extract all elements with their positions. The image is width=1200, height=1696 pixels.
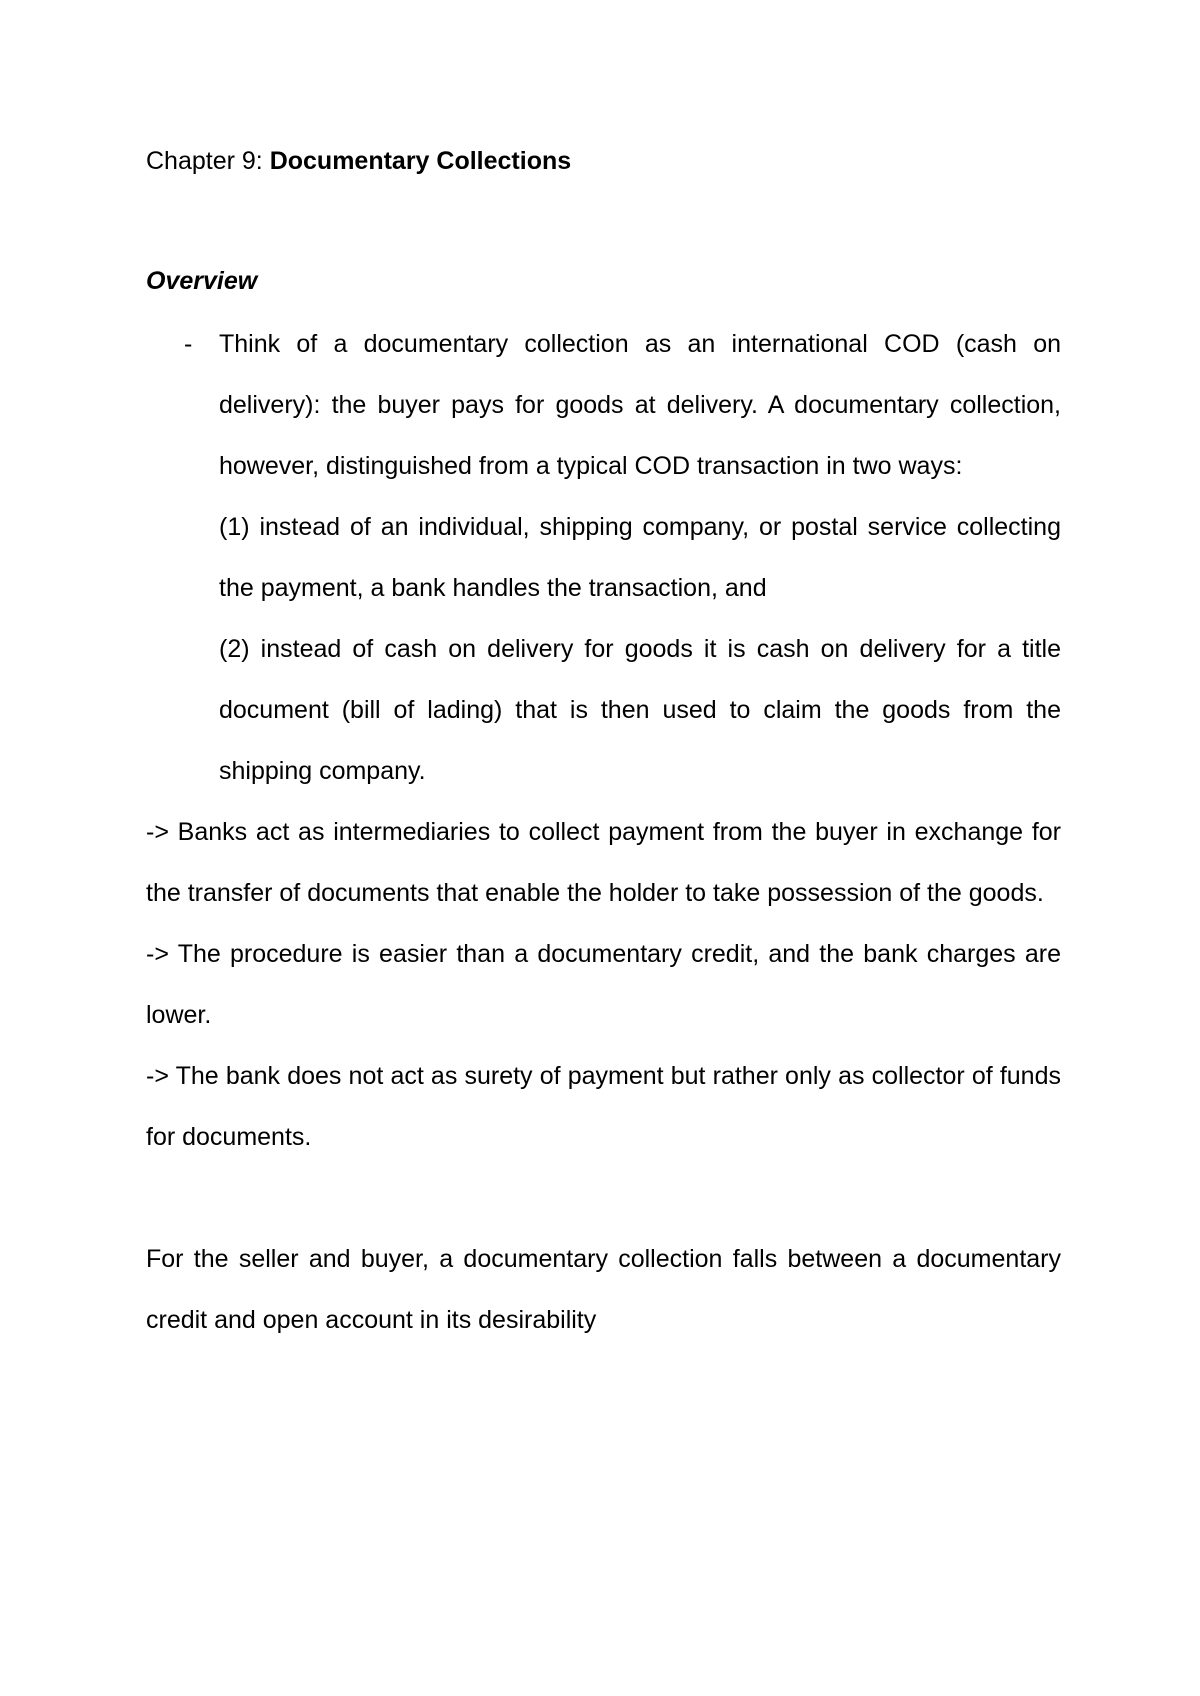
overview-heading: Overview <box>146 267 258 295</box>
document-page <box>146 140 1061 1351</box>
bullet-paragraph: Think of a documentary collection as an international COD (cash on delivery): the buyer pays for goods at delivery. A documentary collection, however, distinguished from a typical COD transaction in two ways: <box>219 330 1061 480</box>
point-1: (1) instead of an individual, shipping company, or postal service collecting the payment, a bank handles the transaction, and <box>219 513 1061 602</box>
arrow-point-1: -> Banks act as intermediaries to collect payment from the buyer in exchange for the transfer of documents that enable the holder to take possession of the goods. <box>146 818 1061 907</box>
bullet-marker: - <box>184 330 193 358</box>
overview-bullet <box>146 314 1061 802</box>
arrow-point-2: -> The procedure is easier than a documentary credit, and the bank charges are lower. <box>146 940 1061 1029</box>
chapter-title-prefix: Chapter 9: <box>146 147 270 175</box>
point-2: (2) instead of cash on delivery for goods it is cash on delivery for a title document (bill of lading) that is then used to claim the goods from the shipping company. <box>219 635 1061 785</box>
closing-paragraph: For the seller and buyer, a documentary collection falls between a documentary credit and open account in its desirability <box>146 1245 1061 1334</box>
chapter-title <box>146 140 1061 182</box>
chapter-title-name: Documentary Collections <box>269 147 572 175</box>
arrow-point-3: -> The bank does not act as surety of payment but rather only as collector of funds for documents. <box>146 1062 1061 1151</box>
paragraph-gap <box>146 1168 1061 1229</box>
